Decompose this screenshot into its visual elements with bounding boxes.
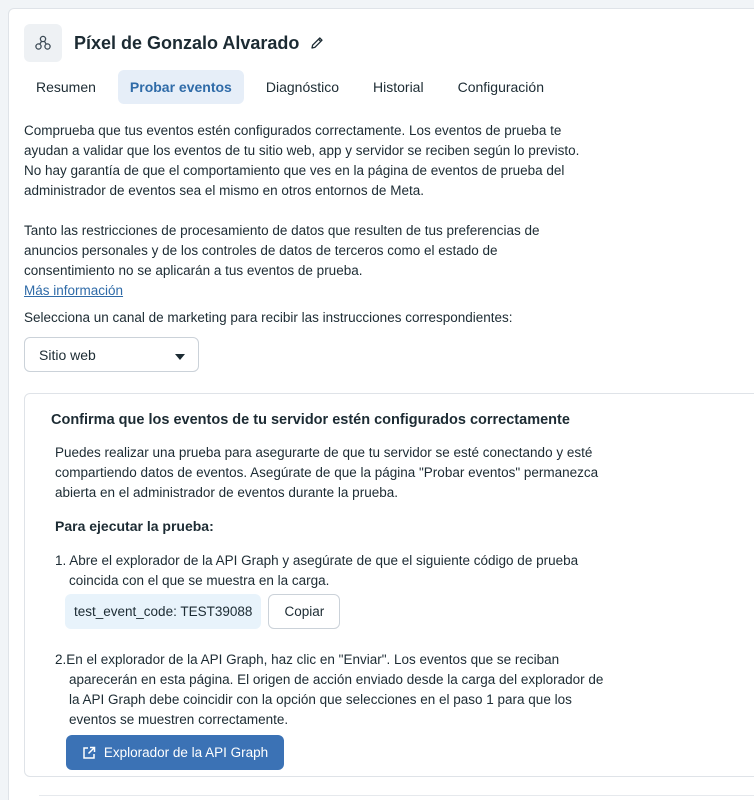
run-test-title: Para ejecutar la prueba: (55, 518, 214, 534)
tab-resumen[interactable]: Resumen (36, 79, 96, 95)
tab-configuracion[interactable]: Configuración (457, 79, 544, 95)
divider (39, 795, 754, 796)
channel-select-value: Sitio web (39, 346, 96, 363)
pixel-icon (24, 24, 62, 62)
page-title: Píxel de Gonzalo Alvarado (74, 32, 300, 53)
channel-select[interactable] (24, 337, 199, 372)
tab-historial[interactable]: Historial (373, 79, 424, 95)
pencil-icon[interactable] (309, 35, 325, 51)
panel-description: Puedes realizar una prueba para asegurarte de que tu servidor se esté conectando y esté compartiendo datos de eventos. Asegúrate de que la página "Probar eventos" permanezca abierta en el administrador de eventos durante la prueba. (55, 445, 599, 500)
external-link-icon (82, 746, 96, 760)
server-events-panel (24, 393, 754, 777)
graph-api-explorer-button[interactable] (66, 735, 284, 770)
tab-diagnostico[interactable]: Diagnóstico (265, 79, 340, 95)
page-header (24, 24, 325, 62)
step-2-rest: aparecerán en esta página. El origen de acción enviado desde la carga del explorador de la API Graph debe coincidir con la opción que selecciones en el paso 1 para que los eventos se muestren correctamente. (69, 672, 604, 727)
graph-button-label: Explorador de la API Graph (103, 745, 269, 760)
tab-probar-eventos[interactable]: Probar eventos (118, 70, 244, 104)
intro-text (24, 121, 584, 301)
pixel-card (8, 8, 754, 800)
step-2 (55, 650, 615, 730)
panel-title: Confirma que los eventos de tu servidor estén configurados correctamente (51, 412, 570, 428)
intro-paragraph-2-text: Tanto las restricciones de procesamiento de datos que resulten de tus preferencias de anuncios personales y de los controles de datos de terceros como el estado de consentimiento no se aplicarán a tus eventos de prueba. (24, 223, 540, 278)
test-event-code: test_event_code: TEST39088 (65, 594, 261, 629)
tab-bar (24, 70, 566, 104)
step-1-line-1: 1. Abre el explorador de la API Graph y asegúrate de que el siguiente código de prueba (55, 553, 579, 568)
test-code-row (65, 594, 340, 629)
intro-paragraph-2 (24, 221, 584, 301)
intro-paragraph-1: Comprueba que tus eventos estén configurados correctamente. Los eventos de prueba te ayudan a validar que los eventos de tu sitio web, app y servidor se reciben según lo previsto. No hay garantía de que el comportamiento que ves en la página de eventos de prueba del administrador de eventos sea el mismo en otros entornos de Meta. (24, 123, 580, 198)
step-1-line-2: coincida con el que se muestra en la carga. (69, 573, 330, 588)
more-info-link[interactable]: Más información (24, 283, 124, 298)
copy-button[interactable]: Copiar (268, 594, 340, 629)
step-2-line-1: 2.En el explorador de la API Graph, haz clic en "Enviar". Los eventos que se reciban (55, 652, 560, 667)
step-1 (55, 551, 615, 591)
caret-down-icon (175, 347, 185, 363)
channel-label: Selecciona un canal de marketing para recibir las instrucciones correspondientes: (24, 310, 513, 325)
